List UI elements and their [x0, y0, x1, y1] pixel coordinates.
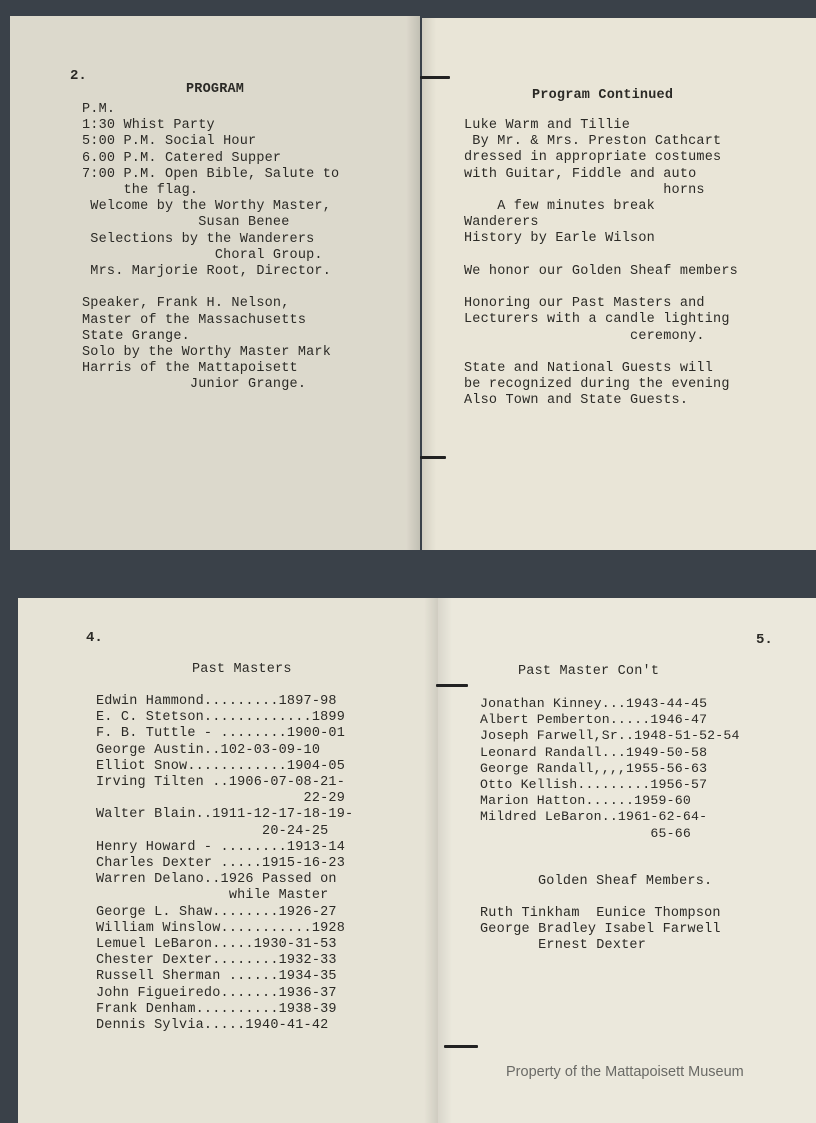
- staple: [444, 1045, 478, 1048]
- golden-sheaf-members: Ruth Tinkham Eunice Thompson George Bradley Isabel Farwell Ernest Dexter: [480, 906, 721, 954]
- page-number: 5.: [756, 632, 773, 648]
- program-lines: P.M. 1:30 Whist Party 5:00 P.M. Social Hour 6.00 P.M. Catered Supper 7:00 P.M. Open Bible, Salute to the flag. Welcome by the Worthy Master, Susan Benee Selections by the Wanderers Choral Group. Mrs. Marjorie Root, Director. Speaker, Frank H. Nelson, Master of the Massachusetts State Grange. Solo by the Worthy Master Mark Harris of the Mattapoisett Junior Grange.: [82, 102, 340, 393]
- staple: [436, 684, 468, 687]
- museum-watermark: Property of the Mattapoisett Museum: [506, 1064, 744, 1080]
- program-page-2: [10, 16, 420, 550]
- program-continued-lines: Luke Warm and Tillie By Mr. & Mrs. Preston Cathcart dressed in appropriate costumes with Guitar, Fiddle and auto horns A few minutes break Wanderers History by Earle Wilson We honor our Golden Sheaf members Honoring our Past Masters and Lecturers with a candle lighting ceremony. State and National Guests will be recognized during the evening Also Town and State Guests.: [464, 118, 738, 409]
- program-page-3: [422, 18, 816, 550]
- past-masters-page-4: [18, 598, 438, 1123]
- page-number: 2.: [70, 68, 87, 84]
- page-title: Past Master Con't: [518, 664, 660, 679]
- past-masters-continued-list: Jonathan Kinney...1943-44-45 Albert Pemberton.....1946-47 Joseph Farwell,Sr..1948-51-52-54 Leonard Randall...1949-50-58 George Randall,,,,1955-56-63 Otto Kellish.........1956-57 Marion Hatton......1959-60 Mildred LeBaron..1961-62-64- 65-66: [480, 696, 740, 841]
- page-number: 4.: [86, 630, 103, 646]
- spine-shadow: [406, 16, 420, 550]
- past-masters-list: Edwin Hammond.........1897-98 E. C. Stetson.............1899 F. B. Tuttle - ........1900-01 George Austin..102-03-09-10 Elliot Snow............1904-05 Irving Tilten ..1906-07-08-21- 22-29 Walter Blain..1911-12-17-18-19- 20-24-25 Henry Howard - ........1913-14 Charles Dexter .....1915-16-23 Warren Delano..1926 Passed on while Master George L. Shaw........1926-27 William Winslow...........1928 Lemuel LeBaron.....1930-31-53 Chester Dexter........1932-33 Russell Sherman ......1934-35 John Figueiredo.......1936-37 Frank Denham..........1938-39 Dennis Sylvia.....1940-41-42: [96, 694, 354, 1034]
- golden-sheaf-title: Golden Sheaf Members.: [538, 874, 713, 889]
- spine-shadow: [422, 18, 436, 550]
- past-masters-page-5: [438, 598, 816, 1123]
- page-title: Past Masters: [192, 662, 292, 677]
- staple: [420, 456, 446, 459]
- staple: [420, 76, 450, 79]
- page-title: Program Continued: [532, 88, 674, 103]
- spine-shadow: [424, 598, 438, 1123]
- page-title: PROGRAM: [186, 82, 245, 97]
